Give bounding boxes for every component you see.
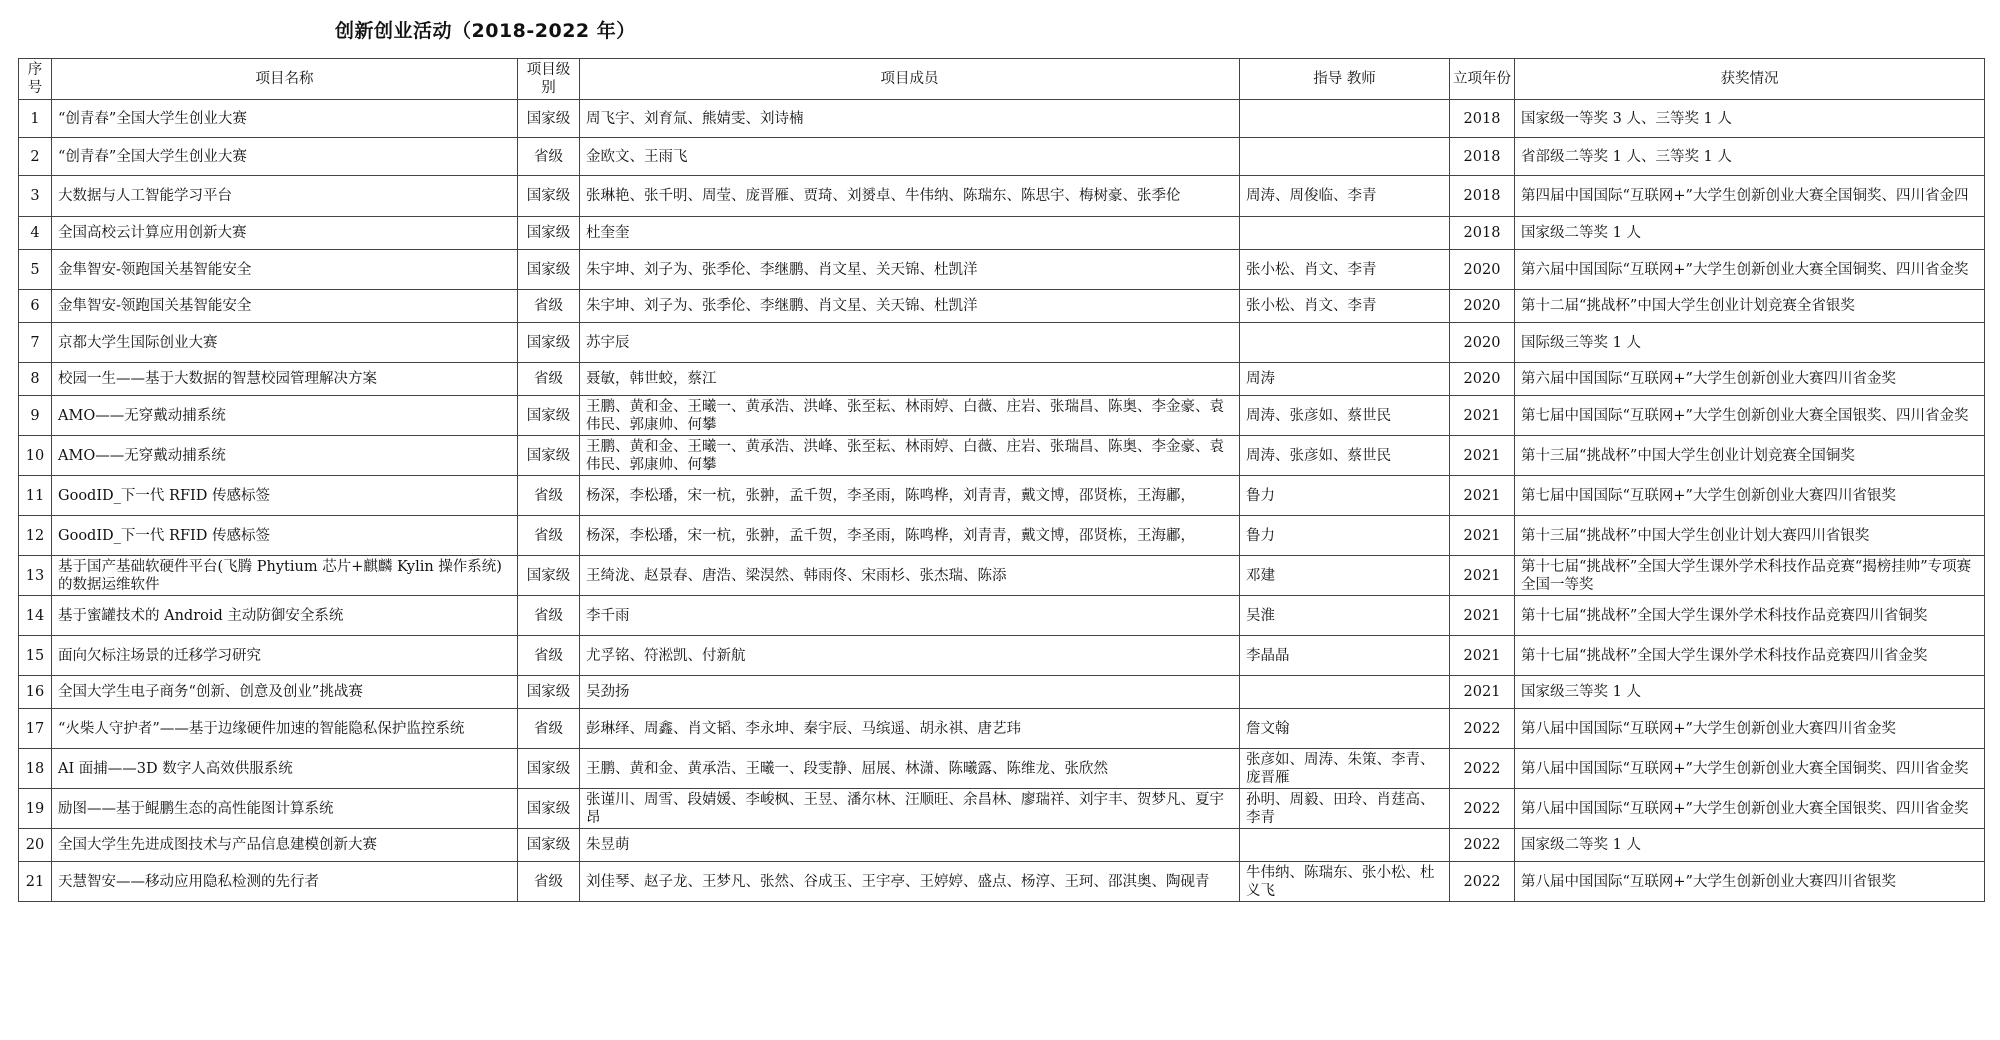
activities-table [18,58,1985,902]
project-members-cell: 尤孚铭、符淞凯、付新航 [580,636,1240,676]
project-name-cell: 天慧智安——移动应用隐私检测的先行者 [52,862,518,902]
advisor-cell: 周涛、张彦如、蔡世民 [1240,436,1450,476]
year-cell: 2022 [1450,862,1515,902]
award-cell: 第六届中国国际“互联网+”大学生创新创业大赛四川省金奖 [1515,363,1985,396]
project-level-cell: 国家级 [518,556,580,596]
award-cell: 省部级二等奖 1 人、三等奖 1 人 [1515,138,1985,176]
project-members-cell: 吴劲扬 [580,676,1240,709]
table-row [19,363,1985,396]
project-members-cell: 杨深，李松璠，宋一杭，张翀，孟千贺，李圣雨，陈鸣桦，刘青青，戴文博，邵贤栋，王海鄘， [580,516,1240,556]
project-name-cell: 大数据与人工智能学习平台 [52,176,518,217]
advisor-cell [1240,138,1450,176]
project-level-cell: 省级 [518,516,580,556]
row-number-cell: 5 [19,250,52,290]
year-cell: 2022 [1450,829,1515,862]
project-name-cell: “创青春”全国大学生创业大赛 [52,138,518,176]
project-members-cell: 周飞宇、刘育氚、熊婧雯、刘诗楠 [580,100,1240,138]
year-cell: 2020 [1450,290,1515,323]
table-row [19,636,1985,676]
project-members-cell: 金欧文、王雨飞 [580,138,1240,176]
advisor-cell: 周涛、张彦如、蔡世民 [1240,396,1450,436]
project-members-cell: 聂敏，韩世蛟，蔡江 [580,363,1240,396]
advisor-cell [1240,829,1450,862]
award-cell: 第七届中国国际“互联网+”大学生创新创业大赛全国银奖、四川省金奖 [1515,396,1985,436]
project-members-cell: 张谨川、周雪、段婧媛、李峻枫、王昱、潘尔林、汪顺旺、余昌林、廖瑞祥、刘宇丰、贺梦凡、夏宇昂 [580,789,1240,829]
advisor-cell [1240,676,1450,709]
header-members: 项目成员 [580,59,1240,100]
project-name-cell: 校园一生——基于大数据的智慧校园管理解决方案 [52,363,518,396]
table-row [19,290,1985,323]
table-row [19,556,1985,596]
project-level-cell: 省级 [518,709,580,749]
project-level-cell: 省级 [518,636,580,676]
award-cell: 第八届中国国际“互联网+”大学生创新创业大赛四川省金奖 [1515,709,1985,749]
project-name-cell: 励图——基于鲲鹏生态的高性能图计算系统 [52,789,518,829]
year-cell: 2021 [1450,516,1515,556]
year-cell: 2022 [1450,709,1515,749]
project-members-cell: 张琳艳、张千明、周莹、庞晋雁、贾琦、刘赟卓、牛伟纳、陈瑞东、陈思宇、梅树豪、张季伦 [580,176,1240,217]
row-number-cell: 19 [19,789,52,829]
year-cell: 2021 [1450,436,1515,476]
project-name-cell: 全国大学生电子商务“创新、创意及创业”挑战赛 [52,676,518,709]
row-number-cell: 9 [19,396,52,436]
row-number-cell: 15 [19,636,52,676]
project-members-cell: 苏宇辰 [580,323,1240,363]
project-members-cell: 朱宇坤、刘子为、张季伦、李继鹏、肖文星、关天锦、杜凯洋 [580,290,1240,323]
advisor-cell [1240,100,1450,138]
project-name-cell: 京都大学生国际创业大赛 [52,323,518,363]
advisor-cell: 张小松、肖文、李青 [1240,290,1450,323]
row-number-cell: 20 [19,829,52,862]
year-cell: 2021 [1450,396,1515,436]
project-members-cell: 杜奎奎 [580,217,1240,250]
table-row [19,138,1985,176]
table-row [19,396,1985,436]
year-cell: 2021 [1450,676,1515,709]
project-members-cell: 刘佳琴、赵子龙、王梦凡、张然、谷成玉、王宇亭、王婷婷、盛点、杨淳、王珂、邵淇奥、陶砚青 [580,862,1240,902]
year-cell: 2020 [1450,250,1515,290]
table-row [19,709,1985,749]
row-number-cell: 1 [19,100,52,138]
row-number-cell: 18 [19,749,52,789]
row-number-cell: 3 [19,176,52,217]
header-advisor: 指导 教师 [1240,59,1450,100]
project-name-cell: 基于蜜罐技术的 Android 主动防御安全系统 [52,596,518,636]
row-number-cell: 14 [19,596,52,636]
row-number-cell: 4 [19,217,52,250]
header-year: 立项年份 [1450,59,1515,100]
table-row [19,217,1985,250]
row-number-cell: 6 [19,290,52,323]
row-number-cell: 21 [19,862,52,902]
year-cell: 2020 [1450,363,1515,396]
award-cell: 第八届中国国际“互联网+”大学生创新创业大赛全国铜奖、四川省金奖 [1515,749,1985,789]
award-cell: 第十七届“挑战杯”全国大学生课外学术科技作品竞赛“揭榜挂帅”专项赛全国一等奖 [1515,556,1985,596]
advisor-cell: 张小松、肖文、李青 [1240,250,1450,290]
row-number-cell: 11 [19,476,52,516]
award-cell: 第十二届“挑战杯”中国大学生创业计划竞赛全省银奖 [1515,290,1985,323]
row-number-cell: 2 [19,138,52,176]
row-number-cell: 8 [19,363,52,396]
project-name-cell: AI 面捕——3D 数字人高效供服系统 [52,749,518,789]
project-level-cell: 国家级 [518,829,580,862]
table-header-row [19,59,1985,100]
advisor-cell: 鲁力 [1240,516,1450,556]
page-title: 创新创业活动（2018-2022 年） [335,20,636,42]
project-name-cell: AMO——无穿戴动捕系统 [52,396,518,436]
advisor-cell: 孙明、周毅、田玲、肖莛高、李青 [1240,789,1450,829]
award-cell: 第十七届“挑战杯”全国大学生课外学术科技作品竞赛四川省铜奖 [1515,596,1985,636]
table-row [19,476,1985,516]
award-cell: 第四届中国国际“互联网+”大学生创新创业大赛全国铜奖、四川省金四 [1515,176,1985,217]
project-level-cell: 国家级 [518,676,580,709]
award-cell: 国家级一等奖 3 人、三等奖 1 人 [1515,100,1985,138]
table-row [19,676,1985,709]
award-cell: 第七届中国国际“互联网+”大学生创新创业大赛四川省银奖 [1515,476,1985,516]
table-row [19,436,1985,476]
header-no: 序号 [19,59,52,100]
award-cell: 第十三届“挑战杯”中国大学生创业计划竞赛全国铜奖 [1515,436,1985,476]
row-number-cell: 10 [19,436,52,476]
table-row [19,250,1985,290]
project-level-cell: 省级 [518,862,580,902]
award-cell: 第八届中国国际“互联网+”大学生创新创业大赛全国银奖、四川省金奖 [1515,789,1985,829]
advisor-cell: 邓建 [1240,556,1450,596]
project-name-cell: 基于国产基础软硬件平台(飞腾 Phytium 芯片+麒麟 Kylin 操作系统)的数据运维软件 [52,556,518,596]
advisor-cell: 张彦如、周涛、朱策、李青、庞晋雁 [1240,749,1450,789]
project-members-cell: 王鹏、黄和金、王曦一、黄承浩、洪峰、张至耘、林雨婷、白薇、庄岩、张瑞昌、陈奥、李金豪、袁伟民、郭康帅、何攀 [580,396,1240,436]
project-members-cell: 王绮泷、赵景春、唐浩、梁淏然、韩雨佟、宋雨杉、张杰瑞、陈添 [580,556,1240,596]
award-cell: 国际级三等奖 1 人 [1515,323,1985,363]
project-level-cell: 国家级 [518,396,580,436]
project-name-cell: GoodID_下一代 RFID 传感标签 [52,516,518,556]
award-cell: 国家级二等奖 1 人 [1515,829,1985,862]
project-level-cell: 省级 [518,476,580,516]
year-cell: 2018 [1450,100,1515,138]
advisor-cell: 鲁力 [1240,476,1450,516]
project-name-cell: 全国高校云计算应用创新大赛 [52,217,518,250]
award-cell: 第六届中国国际“互联网+”大学生创新创业大赛全国铜奖、四川省金奖 [1515,250,1985,290]
advisor-cell [1240,323,1450,363]
project-name-cell: “创青春”全国大学生创业大赛 [52,100,518,138]
project-level-cell: 国家级 [518,749,580,789]
year-cell: 2018 [1450,176,1515,217]
table-row [19,100,1985,138]
award-cell: 第八届中国国际“互联网+”大学生创新创业大赛四川省银奖 [1515,862,1985,902]
year-cell: 2021 [1450,476,1515,516]
project-level-cell: 国家级 [518,176,580,217]
advisor-cell: 牛伟纳、陈瑞东、张小松、杜义飞 [1240,862,1450,902]
project-name-cell: 金隼智安-领跑国关基智能安全 [52,290,518,323]
award-cell: 第十七届“挑战杯”全国大学生课外学术科技作品竞赛四川省金奖 [1515,636,1985,676]
header-name: 项目名称 [52,59,518,100]
row-number-cell: 17 [19,709,52,749]
year-cell: 2021 [1450,636,1515,676]
project-level-cell: 国家级 [518,789,580,829]
project-level-cell: 省级 [518,596,580,636]
project-name-cell: 金隼智安-领跑国关基智能安全 [52,250,518,290]
project-members-cell: 彭琳绎、周鑫、肖文韬、李永坤、秦宇辰、马缤遥、胡永祺、唐艺玮 [580,709,1240,749]
project-level-cell: 国家级 [518,100,580,138]
year-cell: 2021 [1450,556,1515,596]
table-row [19,862,1985,902]
advisor-cell: 周涛 [1240,363,1450,396]
project-members-cell: 朱宇坤、刘子为、张季伦、李继鹏、肖文星、关天锦、杜凯洋 [580,250,1240,290]
project-name-cell: 全国大学生先进成图技术与产品信息建模创新大赛 [52,829,518,862]
table-row [19,176,1985,217]
header-level: 项目级别 [518,59,580,100]
project-members-cell: 王鹏、黄和金、王曦一、黄承浩、洪峰、张至耘、林雨婷、白薇、庄岩、张瑞昌、陈奥、李金豪、袁伟民、郭康帅、何攀 [580,436,1240,476]
advisor-cell: 吴淮 [1240,596,1450,636]
award-cell: 国家级三等奖 1 人 [1515,676,1985,709]
award-cell: 第十三届“挑战杯”中国大学生创业计划大赛四川省银奖 [1515,516,1985,556]
advisor-cell: 周涛、周俊临、李青 [1240,176,1450,217]
advisor-cell: 詹文翰 [1240,709,1450,749]
project-name-cell: “火柴人守护者”——基于边缘硬件加速的智能隐私保护监控系统 [52,709,518,749]
project-level-cell: 国家级 [518,436,580,476]
project-level-cell: 省级 [518,138,580,176]
table-row [19,789,1985,829]
project-members-cell: 李千雨 [580,596,1240,636]
row-number-cell: 13 [19,556,52,596]
row-number-cell: 12 [19,516,52,556]
table-row [19,829,1985,862]
project-members-cell: 杨深，李松璠，宋一杭，张翀，孟千贺，李圣雨，陈鸣桦，刘青青，戴文博，邵贤栋，王海鄘， [580,476,1240,516]
row-number-cell: 16 [19,676,52,709]
project-level-cell: 省级 [518,290,580,323]
project-members-cell: 朱昱萌 [580,829,1240,862]
year-cell: 2022 [1450,749,1515,789]
project-members-cell: 王鹏、黄和金、黄承浩、王曦一、段雯静、屈展、林潇、陈曦露、陈维龙、张欣然 [580,749,1240,789]
project-level-cell: 国家级 [518,250,580,290]
project-level-cell: 国家级 [518,323,580,363]
project-name-cell: GoodID_下一代 RFID 传感标签 [52,476,518,516]
project-level-cell: 省级 [518,363,580,396]
award-cell: 国家级二等奖 1 人 [1515,217,1985,250]
header-award: 获奖情况 [1515,59,1985,100]
year-cell: 2020 [1450,323,1515,363]
advisor-cell [1240,217,1450,250]
year-cell: 2018 [1450,217,1515,250]
year-cell: 2021 [1450,596,1515,636]
table-row [19,323,1985,363]
row-number-cell: 7 [19,323,52,363]
table-row [19,596,1985,636]
project-name-cell: AMO——无穿戴动捕系统 [52,436,518,476]
table-row [19,516,1985,556]
project-name-cell: 面向欠标注场景的迁移学习研究 [52,636,518,676]
table-row [19,749,1985,789]
project-level-cell: 国家级 [518,217,580,250]
year-cell: 2018 [1450,138,1515,176]
advisor-cell: 李晶晶 [1240,636,1450,676]
year-cell: 2022 [1450,789,1515,829]
